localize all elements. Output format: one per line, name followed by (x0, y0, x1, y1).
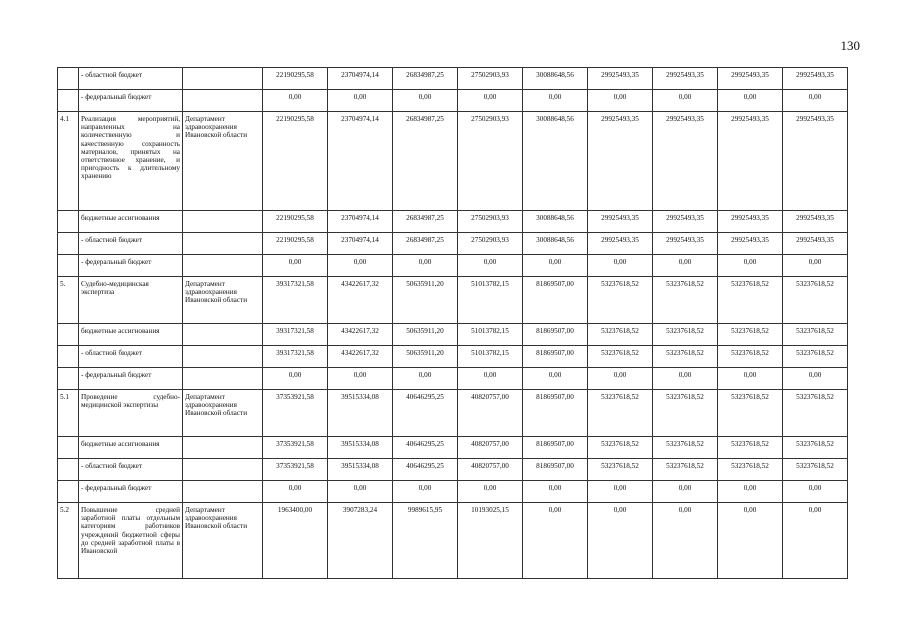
amount-cell: 26834987,25 (393, 211, 458, 233)
amount-cell: 81869507,00 (523, 277, 588, 324)
description-cell: - федеральный бюджет (79, 90, 183, 112)
amount-cell: 0,00 (393, 368, 458, 390)
amount-cell: 26834987,25 (393, 112, 458, 211)
amount-cell: 30088648,56 (523, 211, 588, 233)
amount-cell: 53237618,52 (718, 437, 783, 459)
amount-cell: 9989615,95 (393, 503, 458, 579)
amount-cell: 29925493,35 (588, 68, 653, 90)
amount-cell: 40820757,00 (458, 459, 523, 481)
amount-cell: 81869507,00 (523, 324, 588, 346)
amount-cell: 0,00 (458, 255, 523, 277)
amount-cell: 53237618,52 (783, 437, 848, 459)
table-row (58, 503, 848, 579)
amount-cell: 27502903,93 (458, 233, 523, 255)
amount-cell: 81869507,00 (523, 346, 588, 368)
amount-cell: 29925493,35 (718, 68, 783, 90)
amount-cell: 29925493,35 (588, 112, 653, 211)
amount-cell: 0,00 (263, 481, 328, 503)
amount-cell: 22190295,58 (263, 211, 328, 233)
amount-cell: 53237618,52 (588, 437, 653, 459)
amount-cell: 0,00 (653, 255, 718, 277)
amount-cell: 53237618,52 (783, 346, 848, 368)
amount-cell: 0,00 (653, 368, 718, 390)
amount-cell: 0,00 (263, 255, 328, 277)
row-number-cell (58, 437, 79, 459)
amount-cell: 23704974,14 (328, 211, 393, 233)
table-row (58, 390, 848, 437)
description-cell: - областной бюджет (79, 459, 183, 481)
amount-cell: 3907283,24 (328, 503, 393, 579)
amount-cell: 50635911,20 (393, 346, 458, 368)
description-cell: Повышение средней заработной платы отдельным категориям работников учреждений бюджетной сферы до средней заработной платы в Ивановской (79, 503, 183, 579)
amount-cell: 43422617,32 (328, 346, 393, 368)
amount-cell: 40646295,25 (393, 437, 458, 459)
amount-cell: 50635911,20 (393, 324, 458, 346)
amount-cell: 53237618,52 (653, 437, 718, 459)
amount-cell: 39515334,08 (328, 390, 393, 437)
description-cell: - федеральный бюджет (79, 368, 183, 390)
budget-table (57, 67, 848, 579)
amount-cell: 39515334,08 (328, 437, 393, 459)
amount-cell: 0,00 (783, 481, 848, 503)
description-cell: - областной бюджет (79, 346, 183, 368)
amount-cell: 51013782,15 (458, 346, 523, 368)
table-row (58, 211, 848, 233)
amount-cell: 53237618,52 (588, 346, 653, 368)
amount-cell: 0,00 (328, 368, 393, 390)
amount-cell: 53237618,52 (653, 346, 718, 368)
executor-cell: Департамент здравоохранения Ивановской области (183, 112, 263, 211)
amount-cell: 81869507,00 (523, 390, 588, 437)
amount-cell: 26834987,25 (393, 233, 458, 255)
amount-cell: 1963400,00 (263, 503, 328, 579)
description-cell: - федеральный бюджет (79, 255, 183, 277)
row-number-cell (58, 90, 79, 112)
amount-cell: 40820757,00 (458, 390, 523, 437)
executor-cell: Департамент здравоохранения Ивановской области (183, 390, 263, 437)
amount-cell: 22190295,58 (263, 68, 328, 90)
amount-cell: 51013782,15 (458, 277, 523, 324)
amount-cell: 81869507,00 (523, 459, 588, 481)
amount-cell: 40820757,00 (458, 437, 523, 459)
amount-cell: 0,00 (588, 503, 653, 579)
amount-cell: 0,00 (653, 90, 718, 112)
amount-cell: 53237618,52 (783, 459, 848, 481)
executor-cell (183, 368, 263, 390)
amount-cell: 39515334,08 (328, 459, 393, 481)
description-cell: Судебно-медицинская экспертиза (79, 277, 183, 324)
amount-cell: 53237618,52 (718, 390, 783, 437)
amount-cell: 40646295,25 (393, 390, 458, 437)
amount-cell: 53237618,52 (718, 459, 783, 481)
amount-cell: 53237618,52 (588, 324, 653, 346)
amount-cell: 81869507,00 (523, 437, 588, 459)
amount-cell: 43422617,32 (328, 277, 393, 324)
table-row (58, 481, 848, 503)
amount-cell: 53237618,52 (588, 277, 653, 324)
amount-cell: 0,00 (458, 368, 523, 390)
amount-cell: 0,00 (653, 481, 718, 503)
amount-cell: 0,00 (263, 90, 328, 112)
amount-cell: 29925493,35 (588, 233, 653, 255)
description-cell: бюджетные ассигнования (79, 324, 183, 346)
amount-cell: 29925493,35 (718, 112, 783, 211)
amount-cell: 0,00 (718, 90, 783, 112)
table-row (58, 90, 848, 112)
description-cell: - федеральный бюджет (79, 481, 183, 503)
amount-cell: 0,00 (718, 503, 783, 579)
description-cell: Проведение судебно-медицинской экспертизы (79, 390, 183, 437)
amount-cell: 0,00 (783, 503, 848, 579)
amount-cell: 0,00 (588, 368, 653, 390)
amount-cell: 39317321,58 (263, 277, 328, 324)
amount-cell: 23704974,14 (328, 233, 393, 255)
amount-cell: 39317321,58 (263, 346, 328, 368)
amount-cell: 0,00 (393, 481, 458, 503)
amount-cell: 53237618,52 (783, 324, 848, 346)
amount-cell: 10193025,15 (458, 503, 523, 579)
table-row (58, 277, 848, 324)
amount-cell: 30088648,56 (523, 112, 588, 211)
amount-cell: 53237618,52 (653, 324, 718, 346)
amount-cell: 0,00 (458, 481, 523, 503)
amount-cell: 37353921,58 (263, 459, 328, 481)
amount-cell: 53237618,52 (783, 277, 848, 324)
amount-cell: 0,00 (588, 481, 653, 503)
amount-cell: 0,00 (328, 255, 393, 277)
executor-cell (183, 90, 263, 112)
amount-cell: 29925493,35 (653, 211, 718, 233)
amount-cell: 53237618,52 (718, 277, 783, 324)
table-row (58, 368, 848, 390)
amount-cell: 53237618,52 (588, 459, 653, 481)
amount-cell: 53237618,52 (653, 459, 718, 481)
description-cell: бюджетные ассигнования (79, 437, 183, 459)
amount-cell: 27502903,93 (458, 68, 523, 90)
amount-cell: 0,00 (393, 255, 458, 277)
row-number-cell: 5.2 (58, 503, 79, 579)
row-number-cell (58, 68, 79, 90)
amount-cell: 0,00 (263, 368, 328, 390)
description-cell: Реализация мероприятий, направленных на количественную и качественную сохранность материалов, принятых на ответственное хранение, и пригодность к длительному хранению (79, 112, 183, 211)
amount-cell: 29925493,35 (718, 233, 783, 255)
amount-cell: 0,00 (523, 481, 588, 503)
amount-cell: 0,00 (653, 503, 718, 579)
amount-cell: 30088648,56 (523, 233, 588, 255)
row-number-cell (58, 255, 79, 277)
executor-cell (183, 211, 263, 233)
row-number-cell: 4.1 (58, 112, 79, 211)
amount-cell: 0,00 (458, 90, 523, 112)
row-number-cell (58, 459, 79, 481)
amount-cell: 0,00 (328, 90, 393, 112)
amount-cell: 23704974,14 (328, 112, 393, 211)
amount-cell: 27502903,93 (458, 211, 523, 233)
amount-cell: 0,00 (718, 255, 783, 277)
row-number-cell (58, 481, 79, 503)
row-number-cell (58, 211, 79, 233)
amount-cell: 53237618,52 (718, 324, 783, 346)
amount-cell: 53237618,52 (718, 346, 783, 368)
amount-cell: 39317321,58 (263, 324, 328, 346)
amount-cell: 29925493,35 (718, 211, 783, 233)
row-number-cell (58, 368, 79, 390)
page-number: 130 (840, 38, 860, 53)
executor-cell (183, 324, 263, 346)
executor-cell (183, 437, 263, 459)
amount-cell: 0,00 (588, 255, 653, 277)
amount-cell: 53237618,52 (653, 390, 718, 437)
amount-cell: 0,00 (783, 255, 848, 277)
description-cell: бюджетные ассигнования (79, 211, 183, 233)
amount-cell: 30088648,56 (523, 68, 588, 90)
amount-cell: 0,00 (328, 481, 393, 503)
amount-cell: 53237618,52 (653, 277, 718, 324)
amount-cell: 51013782,15 (458, 324, 523, 346)
amount-cell: 29925493,35 (653, 112, 718, 211)
amount-cell: 0,00 (588, 90, 653, 112)
executor-cell: Департамент здравоохранения Ивановской области (183, 503, 263, 579)
amount-cell: 26834987,25 (393, 68, 458, 90)
amount-cell: 0,00 (523, 255, 588, 277)
executor-cell (183, 255, 263, 277)
amount-cell: 0,00 (718, 368, 783, 390)
description-cell: - областной бюджет (79, 68, 183, 90)
amount-cell: 43422617,32 (328, 324, 393, 346)
amount-cell: 29925493,35 (588, 211, 653, 233)
amount-cell: 53237618,52 (588, 390, 653, 437)
amount-cell: 29925493,35 (653, 68, 718, 90)
executor-cell (183, 481, 263, 503)
table-row (58, 459, 848, 481)
amount-cell: 29925493,35 (653, 233, 718, 255)
row-number-cell: 5.1 (58, 390, 79, 437)
executor-cell (183, 233, 263, 255)
amount-cell: 53237618,52 (783, 390, 848, 437)
row-number-cell (58, 346, 79, 368)
amount-cell: 23704974,14 (328, 68, 393, 90)
table-row (58, 437, 848, 459)
amount-cell: 27502903,93 (458, 112, 523, 211)
amount-cell: 37353921,58 (263, 390, 328, 437)
amount-cell: 29925493,35 (783, 233, 848, 255)
executor-cell (183, 346, 263, 368)
table-row (58, 324, 848, 346)
amount-cell: 29925493,35 (783, 68, 848, 90)
table-row (58, 68, 848, 90)
amount-cell: 0,00 (523, 503, 588, 579)
amount-cell: 22190295,58 (263, 233, 328, 255)
row-number-cell (58, 324, 79, 346)
table-row (58, 346, 848, 368)
amount-cell: 0,00 (523, 368, 588, 390)
table-row (58, 255, 848, 277)
row-number-cell (58, 233, 79, 255)
amount-cell: 0,00 (393, 90, 458, 112)
executor-cell (183, 68, 263, 90)
amount-cell: 0,00 (783, 90, 848, 112)
row-number-cell: 5. (58, 277, 79, 324)
amount-cell: 29925493,35 (783, 211, 848, 233)
table-row (58, 233, 848, 255)
amount-cell: 37353921,58 (263, 437, 328, 459)
amount-cell: 50635911,20 (393, 277, 458, 324)
executor-cell: Департамент здравоохранения Ивановской области (183, 277, 263, 324)
amount-cell: 0,00 (523, 90, 588, 112)
amount-cell: 0,00 (718, 481, 783, 503)
amount-cell: 0,00 (783, 368, 848, 390)
amount-cell: 40646295,25 (393, 459, 458, 481)
amount-cell: 29925493,35 (783, 112, 848, 211)
executor-cell (183, 459, 263, 481)
amount-cell: 22190295,58 (263, 112, 328, 211)
table-row (58, 112, 848, 211)
description-cell: - областной бюджет (79, 233, 183, 255)
